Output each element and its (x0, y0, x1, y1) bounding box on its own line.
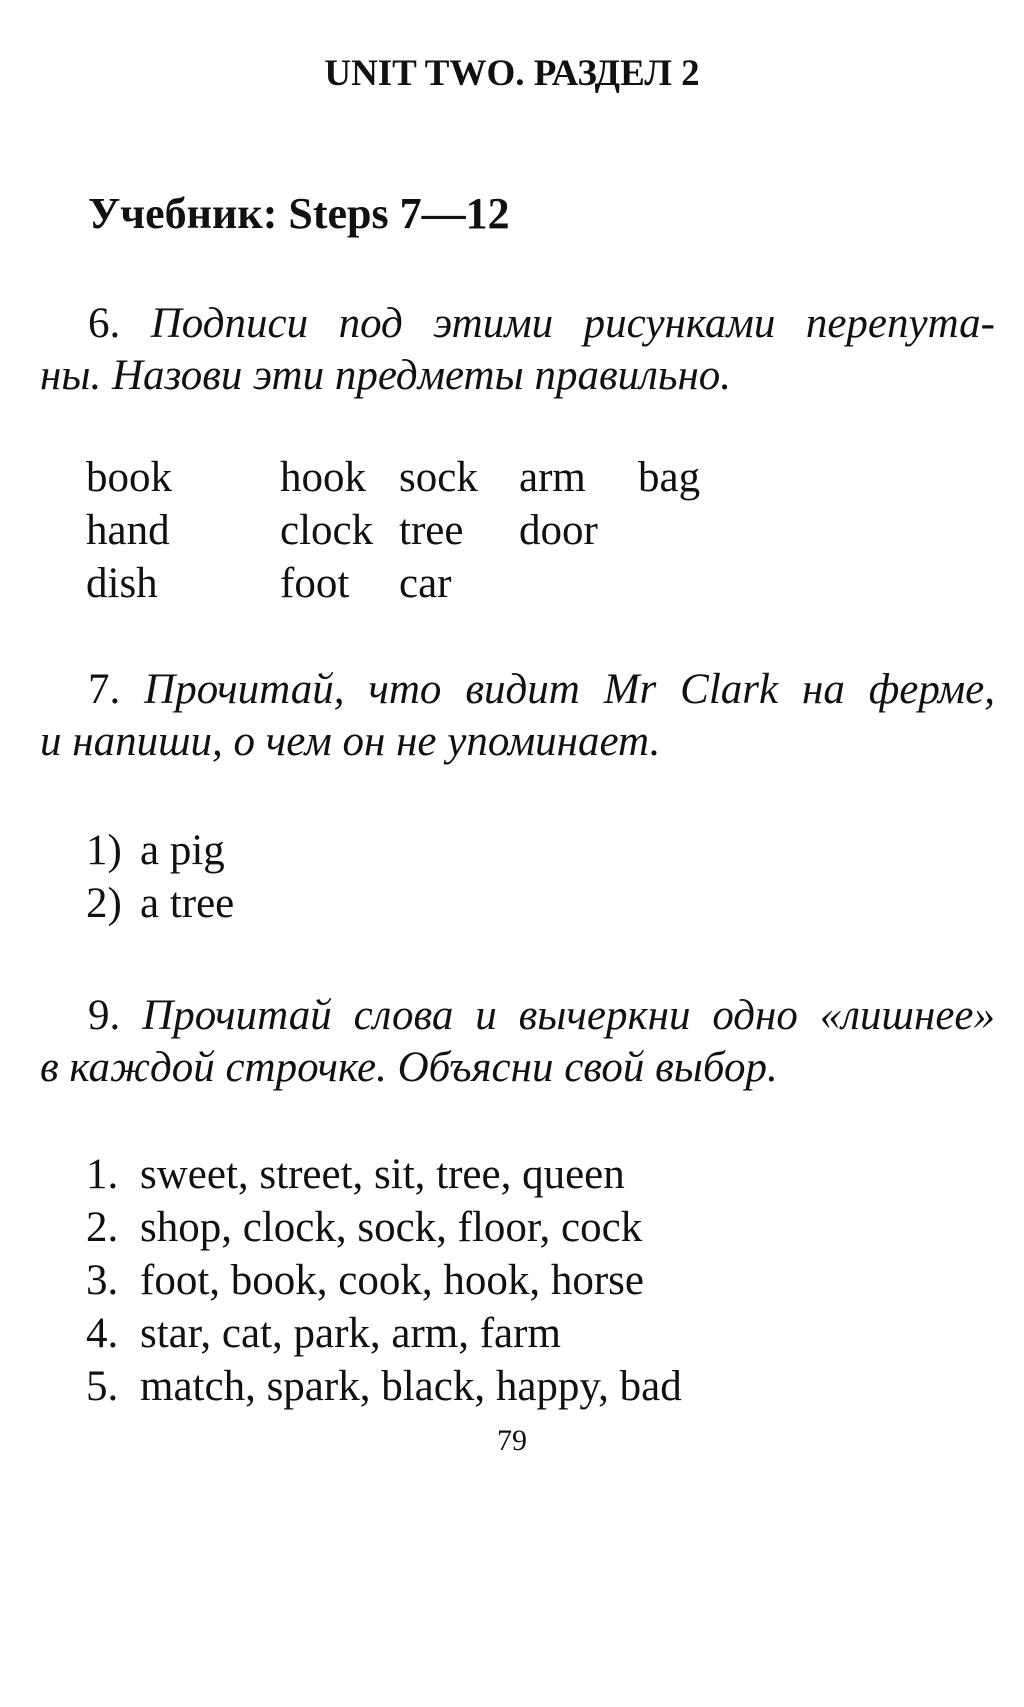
list-marker: 3. (86, 1257, 119, 1304)
task-9-line-1 (40, 990, 995, 1042)
word-item: hand (86, 507, 170, 554)
page-header: UNIT TWO. РАЗДЕЛ 2 (324, 53, 700, 94)
list-text: a pig (140, 827, 225, 874)
task-7-line-1 (40, 664, 995, 716)
word-item: foot (280, 560, 350, 607)
list-marker: 1. (86, 1151, 119, 1198)
word-item: car (399, 560, 452, 607)
task-9 (40, 990, 995, 1094)
task-6-instruction-1: Подписи под этими рисунками перепута- (150, 300, 995, 347)
list-marker: 2. (86, 1204, 119, 1251)
list-marker: 4. (86, 1310, 119, 1357)
task-6-instruction-2: ны. Назови эти предметы правильно. (40, 352, 732, 399)
task-6-number: 6. (88, 300, 121, 347)
task-9-list (86, 1148, 682, 1413)
word-item: dish (86, 560, 158, 607)
list-item (86, 1307, 682, 1360)
task-7-number: 7. (88, 666, 121, 713)
list-text: a tree (140, 880, 235, 927)
task-7-instruction-1: Прочитай, что видит Mr Clark на ферме, (144, 666, 995, 713)
list-text: star, cat, park, arm, farm (140, 1310, 561, 1357)
list-text: sweet, street, sit, tree, queen (140, 1151, 625, 1198)
list-item (86, 824, 234, 877)
task-9-number: 9. (88, 992, 121, 1039)
list-text: shop, clock, sock, floor, cock (140, 1204, 643, 1251)
list-item (86, 1254, 682, 1307)
word-item: door (519, 507, 598, 554)
word-item: clock (280, 507, 374, 554)
list-item (86, 1201, 682, 1254)
list-marker: 2) (86, 880, 122, 927)
task-7-instruction-2: и напиши, о чем он не упоминает. (40, 718, 661, 765)
task-7-list (86, 824, 234, 930)
list-item (86, 1360, 682, 1413)
list-marker: 5. (86, 1363, 119, 1410)
task-6 (40, 298, 995, 402)
word-item: tree (399, 507, 464, 554)
word-item: arm (519, 454, 586, 501)
list-marker: 1) (86, 827, 122, 874)
list-text: foot, book, cook, hook, horse (140, 1257, 644, 1304)
word-item: hook (280, 454, 366, 501)
task-9-instruction-2: в каждой строчке. Объясни свой выбор. (40, 1044, 778, 1091)
list-item (86, 1148, 682, 1201)
list-text: match, spark, black, happy, bad (140, 1363, 682, 1410)
task-7 (40, 664, 995, 768)
page-number: 79 (497, 1424, 527, 1457)
list-item (86, 877, 234, 930)
word-item: bag (638, 454, 701, 501)
section-heading: Учебник: Steps 7—12 (88, 189, 510, 238)
word-item: sock (399, 454, 478, 501)
task-9-instruction-1: Прочитай слова и вычеркни одно «лишнее» (142, 992, 995, 1039)
task-6-line-1 (40, 298, 995, 350)
word-item: book (86, 454, 172, 501)
